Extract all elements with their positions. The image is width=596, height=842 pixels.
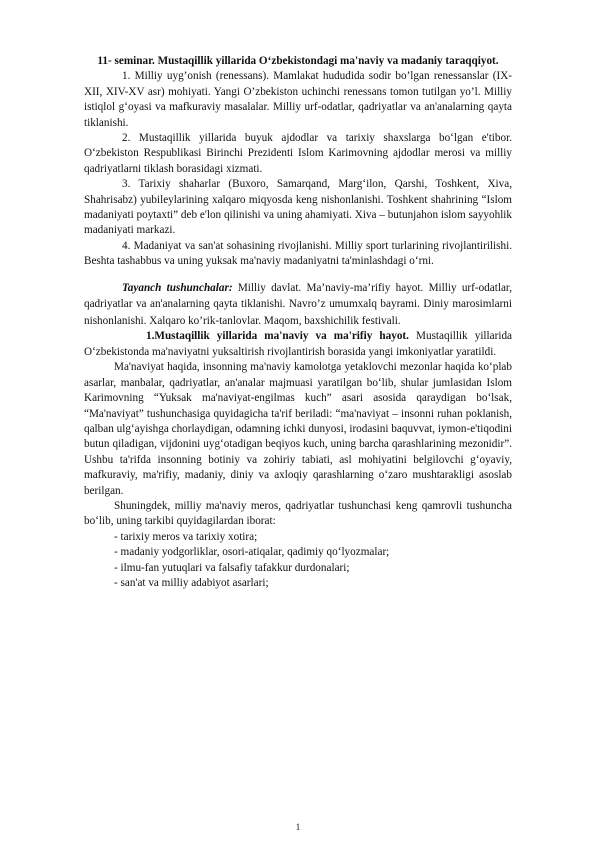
body-paragraph: Shuningdek, milliy ma'naviy meros, qadriyatlar tushunchasi keng qamrovli tushuncha bo‘lib, uning tarkibi quyidagilardan iborat: (84, 499, 512, 528)
key-concepts-paragraph (84, 280, 512, 330)
list-item: - san'at va milliy adabiyot asarlari; (114, 576, 269, 589)
spacer (84, 270, 512, 280)
page-number: 1 (295, 822, 301, 832)
question-3: 3. Tarixiy shaharlar (Buxoro, Samarqand, Marg‘ilon, Qarshi, Toshkent, Xiva, Shahrisabz) yubileylarining xalqaro miqyosda keng nishonlanishi. Toshkent shahrining “Islom madaniyati poytaxti” deb e'lon qilinishi va uning ahamiyati. Xiva – butunjahon islom sayyohlik madaniyati markazi. (84, 178, 513, 237)
body-paragraph: Ma'naviyat haqida, insonning ma'naviy kamolotga yetaklovchi mezonlar haqida ko‘plab asarlar, manbalar, qadriyatlar, an'analar majmuasi yaratilgan bo‘lib, shular jumlasidan Islom Karimovning “Yuksak ma'naviyat-engilmas kuch” asari asosida qaraydigan bo‘lsak, “Ma'naviyat” tushunchasiga quyidagicha ta'rif beriladi: “ma'naviyat – insonni ruhan poklanish, qalban ulg‘ayishga chorlaydigan, odamning ichki dunyosi, irodasini baquvvat, iymon-e'tiqodini butun qiladigan, vijdonini uyg‘otadigan beqiyos kuch, uning barcha qarashlarining mezonidir”. Ushbu ta'rifda insonning botiniy va zohiriy tabiati, asl mohiyatini belgilovchi g‘oyaviy, mafkuraviy, ma'rifiy, madaniy, diniy va axloqiy qarashlarning o‘zaro mushtarakligi asoslab berilgan. (84, 361, 512, 497)
section-1-paragraph (84, 329, 512, 360)
question-4: 4. Madaniyat va san'at sohasining rivojlanishi. Milliy sport turlarining rivojlantirilishi. Beshta tashabbus va uning yuksak ma'naviy madaniyatni ta'minlashdagi o‘rni. (84, 239, 512, 268)
section-1-heading: 1.Mustaqillik yillarida ma'naviy va ma'rifiy hayot. (146, 330, 409, 343)
document-body (84, 54, 512, 591)
question-1: 1. Milliy uyg’onish (renessans). Mamlakat hududida sodir bo’lgan renessanslar (IX-XII, XIV-XV asr) mohiyati. Yangi O’zbekiston uchinchi renessans tomon tutilgan yo’l. Milliy istiqlol g‘oyasi va mafkuraviy masalalar. Milliy urf-odatlar, qadriyatlar va an'analarning qayta tiklanishi. (84, 70, 512, 129)
list-item: - ilmu-fan yutuqlari va falsafiy tafakkur durdonalari; (114, 561, 350, 574)
key-concepts-label: Tayanch tushunchalar: (122, 281, 233, 294)
section-1-text: Mustaqillik yillarida O‘zbekistonda ma'naviyatni yuksaltirish rivojlantirish borasida yangi imkoniyatlar yaratildi. (84, 330, 512, 358)
page-title: 11- seminar. Mustaqillik yillarida O‘zbekistondagi ma'naviy va madaniy taraqqiyot. (97, 55, 499, 67)
list-item: - tarixiy meros va tarixiy xotira; (114, 530, 258, 543)
key-concepts-text: Milliy davlat. Ma’naviy-ma’rifiy hayot. Milliy urf-odatlar, qadriyatlar va an'analarning qayta tiklanishi. Navro’z umumxalq bayrami. Diniy marosimlarni nishonlanishi. Xalqaro ko’rik-tanlovlar. Maqom, baxshichilik festivali. (84, 281, 512, 327)
list-item: - madaniy yodgorliklar, osori-atiqalar, qadimiy qo‘lyozmalar; (114, 546, 390, 559)
question-2: 2. Mustaqillik yillarida buyuk ajdodlar va tarixiy shaxslarga bo‘lgan e'tibor. O‘zbekiston Respublikasi Birinchi Prezidenti Islom Karimovning ajdodlar merosi va milliy qadriyatlarni tiklash borasidagi xizmati. (84, 132, 512, 175)
